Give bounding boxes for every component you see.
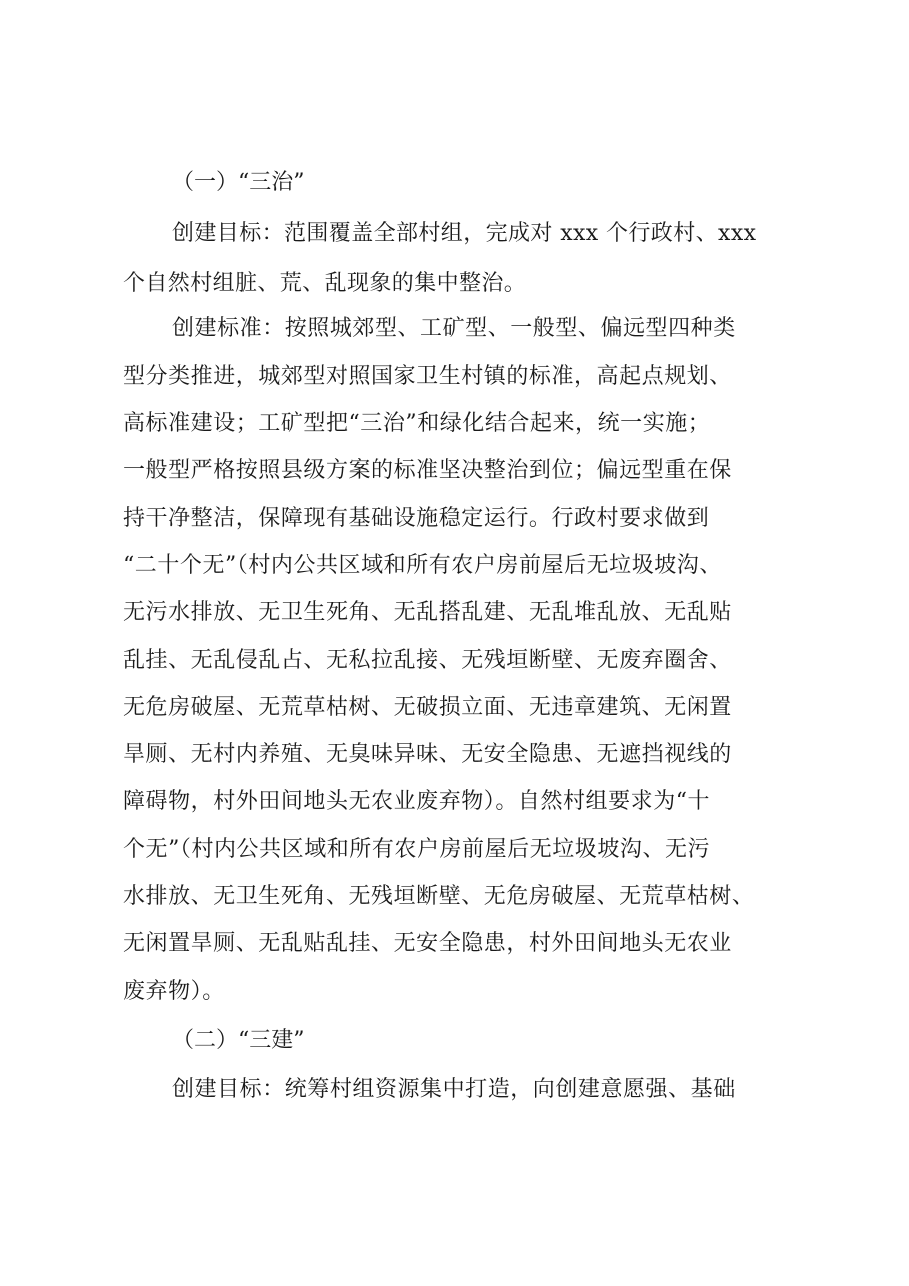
paragraph-line: 个自然村组脏、荒、乱现象的集中整治。 [123, 271, 527, 296]
paragraph-line: 创建目标：统筹村组资源集中打造，向创建意愿强、基础 [172, 1077, 736, 1102]
paragraph-line: 水排放、无卫生死角、无残垣断壁、无危房破屋、无荒草枯树、 [123, 884, 755, 909]
paragraph-line: 无污水排放、无卫生死角、无乱搭乱建、无乱堆乱放、无乱贴 [123, 600, 732, 625]
paragraph-line: 个无”（村内公共区域和所有农户房前屋后无垃圾坡沟、无污 [123, 837, 711, 862]
paragraph-line: 持干净整洁，保障现有基础设施稳定运行。行政村要求做到 [123, 506, 710, 531]
paragraph-line: 创建标准：按照城郊型、工矿型、一般型、偏远型四种类 [172, 316, 736, 341]
section-heading-1: （一）“三治” [172, 170, 305, 195]
section-heading-2: （二）“三建” [172, 1028, 305, 1053]
paragraph-line: 障碍物，村外田间地头无农业废弃物）。自然村组要求为“十 [123, 789, 711, 814]
paragraph-line: 旱厕、无村内养殖、无臭味异味、无安全隐患、无遮挡视线的 [123, 742, 732, 767]
paragraph-line: 废弃物）。 [123, 979, 225, 1004]
paragraph-line: 高标准建设；工矿型把“三治”和绿化结合起来，统一实施； [123, 411, 711, 436]
paragraph-line: 无闲置旱厕、无乱贴乱挂、无安全隐患，村外田间地头无农业 [123, 931, 732, 956]
paragraph-line: 一般型严格按照县级方案的标准坚决整治到位；偏远型重在保 [123, 458, 732, 483]
paragraph-line: “二十个无”（村内公共区域和所有农户房前屋后无垃圾坡沟、 [123, 553, 722, 578]
paragraph-line: 创建目标：范围覆盖全部村组，完成对 xxx 个行政村、xxx [172, 221, 757, 246]
paragraph-line: 型分类推进，城郊型对照国家卫生村镇的标准，高起点规划、 [123, 364, 732, 389]
paragraph-line: 无危房破屋、无荒草枯树、无破损立面、无违章建筑、无闲置 [123, 695, 732, 720]
paragraph-line: 乱挂、无乱侵乱占、无私拉乱接、无残垣断壁、无废弃圈舍、 [123, 648, 732, 673]
